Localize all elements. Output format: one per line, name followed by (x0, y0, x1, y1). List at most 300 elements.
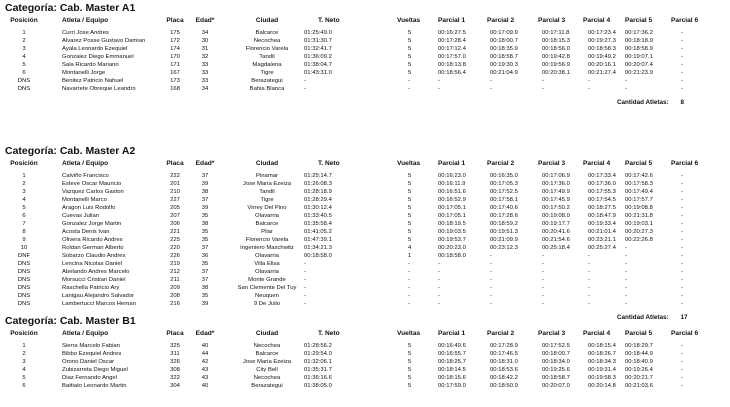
cell-split-6: - (681, 221, 683, 227)
cell-city: Berazategui (251, 383, 283, 389)
cell-city: Tandil (259, 189, 275, 195)
header-split-5: Parcial 5 (625, 330, 653, 337)
table-row (0, 69, 730, 77)
cell-city: Tigre (260, 70, 274, 76)
cell-age: 33 (201, 70, 209, 76)
cell-split-6: - (681, 78, 683, 84)
cell-split-3: 00:20:41.6 (542, 229, 570, 235)
cell-athlete: Curri Jose Andres (62, 30, 109, 36)
cell-split-6: - (681, 229, 683, 235)
table-row (0, 358, 730, 366)
cell-position: DNS (17, 277, 31, 283)
cell-city: Virrey Del Pino (247, 205, 287, 211)
cell-split-4: - (588, 86, 590, 92)
cell-city: Florencio Varela (245, 237, 289, 243)
cell-city: Florencio Varela (245, 46, 289, 52)
cell-split-1: 00:16:27.5 (438, 30, 466, 36)
cell-athlete: Acosta Denis Ivan (62, 229, 110, 235)
cell-laps: - (408, 293, 410, 299)
cell-split-6: - (681, 253, 683, 259)
cell-plate: 201 (170, 181, 180, 187)
header-split-1: Parcial 1 (438, 160, 466, 167)
cell-athlete: Gonzalez Diego Emmanuel (62, 54, 134, 60)
cell-split-3: - (542, 86, 544, 92)
cell-split-2: 00:17:52.5 (490, 189, 518, 195)
table-row (0, 382, 730, 390)
cell-split-4: 00:19:58.3 (588, 375, 616, 381)
cell-split-6: - (681, 269, 683, 275)
cell-net-time: - (304, 285, 306, 291)
cell-athlete: Navarrete Obreque Leandro (62, 86, 136, 92)
header-split-2: Parcial 2 (487, 17, 515, 24)
cell-plate: 211 (170, 277, 180, 283)
cell-split-2: - (490, 78, 492, 84)
cell-city: San Clemente Del Tuy (237, 285, 297, 291)
cell-net-time: 00:18:58.0 (304, 253, 332, 259)
cell-net-time: - (304, 78, 306, 84)
cell-split-1: 00:16:55.7 (438, 351, 466, 357)
cell-split-4: 00:18:15.4 (588, 343, 616, 349)
cell-split-2: 00:16:35.0 (490, 173, 518, 179)
athlete-count-value: 17 (680, 314, 688, 321)
table-row (0, 236, 730, 244)
cell-split-2: 00:18:31.0 (490, 359, 518, 365)
header-plate: Placa (166, 330, 184, 337)
cell-split-6: - (681, 261, 683, 267)
cell-age: 34 (201, 86, 209, 92)
cell-split-4: 00:17:33.4 (588, 173, 616, 179)
cell-split-3: 00:17:11.8 (542, 30, 570, 36)
cell-athlete: Esteve Oscar Mauricio (62, 181, 122, 187)
header-net-time: T. Neto (318, 17, 340, 24)
cell-split-5: 00:19:26.4 (625, 367, 653, 373)
cell-split-1: 00:17:57.0 (438, 54, 466, 60)
cell-age: 38 (201, 285, 209, 291)
athlete-count-summary (617, 314, 688, 321)
header-split-3: Parcial 3 (538, 160, 566, 167)
cell-split-5: 00:17:57.7 (625, 197, 653, 203)
cell-position: 4 (22, 54, 26, 60)
cell-net-time: - (304, 277, 306, 283)
cell-net-time: - (304, 293, 306, 299)
table-row (0, 260, 730, 268)
cell-city: Tigre (260, 197, 274, 203)
cell-split-3: 00:19:08.0 (542, 213, 570, 219)
cell-net-time: 01:26:08.3 (304, 181, 332, 187)
cell-laps: 5 (408, 173, 412, 179)
cell-age: 37 (201, 173, 209, 179)
header-city: Ciudad (255, 330, 279, 337)
table-row (0, 212, 730, 220)
cell-plate: 220 (170, 245, 180, 251)
cell-age: 35 (201, 229, 209, 235)
table-row (0, 85, 730, 93)
cell-split-1: 00:16:52.9 (438, 197, 466, 203)
cell-split-5: - (625, 269, 627, 275)
cell-split-4: - (588, 253, 590, 259)
cell-age: 38 (201, 189, 209, 195)
table-row (0, 284, 730, 292)
table-row (0, 220, 730, 228)
cell-plate: 311 (170, 351, 180, 357)
header-city: Ciudad (255, 17, 279, 24)
header-age: Edad* (195, 330, 215, 337)
header-athlete: Atleta / Equipo (62, 160, 109, 167)
cell-split-6: - (681, 86, 683, 92)
cell-laps: - (408, 86, 410, 92)
cell-laps: 5 (408, 205, 412, 211)
cell-split-1: - (438, 78, 440, 84)
cell-split-2: 00:17:40.6 (490, 205, 518, 211)
cell-athlete: Morsucci Cristian Daniel (62, 277, 126, 283)
header-split-3: Parcial 3 (538, 330, 566, 337)
cell-split-4: - (588, 285, 590, 291)
cell-laps: 5 (408, 62, 412, 68)
cell-net-time: 01:38:04.7 (304, 62, 332, 68)
cell-laps: 5 (408, 30, 412, 36)
table-row (0, 45, 730, 53)
cell-split-1: - (438, 301, 440, 307)
cell-split-4: 00:19:49.2 (588, 54, 616, 60)
cell-athlete: Alvarez Posse Gustavo Damian (62, 38, 146, 44)
cell-split-3: 00:20:07.0 (542, 383, 570, 389)
cell-plate: 205 (170, 205, 180, 211)
cell-athlete: Montanelli Marco (62, 197, 107, 203)
cell-split-5: - (625, 277, 627, 283)
header-split-6: Parcial 6 (671, 330, 699, 337)
header-age: Edad* (195, 160, 215, 167)
cell-plate: 208 (170, 293, 180, 299)
cell-athlete: Diaz Fernando Angel (62, 375, 118, 381)
table-row (0, 29, 730, 37)
cell-split-6: - (681, 359, 683, 365)
cell-athlete: Vazquez Carlos Gaston (62, 189, 124, 195)
cell-laps: 5 (408, 221, 412, 227)
header-split-3: Parcial 3 (538, 17, 566, 24)
cell-net-time: 01:43:31.0 (304, 70, 332, 76)
cell-plate: 210 (170, 189, 180, 195)
cell-split-5: 00:18:44.9 (625, 351, 653, 357)
cell-split-1: - (438, 277, 440, 283)
cell-age: 39 (201, 181, 209, 187)
table-row (0, 188, 730, 196)
cell-plate: 206 (170, 221, 180, 227)
cell-split-1: 00:17:05.1 (438, 205, 466, 211)
header-split-4: Parcial 4 (583, 330, 611, 337)
cell-net-time: 01:33:40.5 (304, 213, 332, 219)
table-row (0, 37, 730, 45)
cell-laps: 5 (408, 189, 412, 195)
table-row (0, 300, 730, 308)
table-row (0, 292, 730, 300)
cell-split-2: - (490, 293, 492, 299)
header-split-1: Parcial 1 (438, 330, 466, 337)
cell-split-6: - (681, 46, 683, 52)
cell-laps: 5 (408, 383, 412, 389)
cell-laps: 5 (408, 38, 412, 44)
cell-net-time: 01:28:29.4 (304, 197, 332, 203)
cell-laps: 5 (408, 197, 412, 203)
cell-position: DNS (17, 78, 31, 84)
cell-city: Neuquen (255, 293, 279, 299)
cell-split-3: 00:19:17.7 (542, 221, 570, 227)
table-row (0, 53, 730, 61)
cell-age: 43 (201, 375, 209, 381)
category-title: Categoría: Cab. Master A1 (5, 2, 136, 14)
cell-position: 3 (22, 359, 26, 365)
cell-split-5: 00:18:18.9 (625, 38, 653, 44)
cell-split-1: - (438, 269, 440, 275)
table-row (0, 61, 730, 69)
cell-city: Villa Elisa (254, 261, 280, 267)
cell-split-6: - (681, 285, 683, 291)
header-net-time: T. Neto (318, 160, 340, 167)
cell-split-5: 00:17:36.2 (625, 30, 653, 36)
cell-laps: 5 (408, 54, 412, 60)
cell-city: Necochea (253, 38, 281, 44)
cell-split-2: - (490, 261, 492, 267)
cell-plate: 171 (170, 62, 180, 68)
cell-split-4: 00:18:58.3 (588, 46, 616, 52)
cell-net-time: 01:35:31.7 (304, 367, 332, 373)
cell-position: 5 (22, 62, 26, 68)
cell-laps: 5 (408, 351, 412, 357)
cell-laps: 5 (408, 343, 412, 349)
cell-city: Balcarce (255, 221, 279, 227)
cell-laps: 5 (408, 229, 412, 235)
cell-city: City Bell (256, 367, 278, 373)
cell-split-2: - (490, 277, 492, 283)
table-row (0, 252, 730, 260)
cell-split-2: 00:17:58.1 (490, 197, 518, 203)
cell-athlete: Olivera Ricardo Andres (62, 237, 123, 243)
header-plate: Placa (166, 160, 184, 167)
cell-split-3: - (542, 285, 544, 291)
cell-split-2: 00:18:00.7 (490, 38, 518, 44)
cell-split-6: - (681, 213, 683, 219)
cell-split-6: - (681, 38, 683, 44)
cell-split-3: 00:18:58.7 (542, 375, 570, 381)
cell-split-5: 00:21:31.8 (625, 213, 653, 219)
cell-age: 44 (201, 351, 209, 357)
cell-split-4: - (588, 269, 590, 275)
cell-plate: 173 (170, 78, 180, 84)
cell-split-6: - (681, 245, 683, 251)
cell-split-5: 00:18:29.7 (625, 343, 653, 349)
cell-split-1: 00:16:51.6 (438, 189, 466, 195)
cell-split-1: 00:18:25.7 (438, 359, 466, 365)
cell-split-2: 00:18:53.6 (490, 367, 518, 373)
header-position: Posición (10, 160, 38, 167)
athlete-count-summary (617, 99, 684, 106)
cell-age: 35 (201, 213, 209, 219)
header-position: Posición (10, 330, 38, 337)
cell-net-time: - (304, 86, 306, 92)
cell-athlete: Gonzalez Jorge Martin (62, 221, 122, 227)
cell-split-4: 00:18:27.5 (588, 205, 616, 211)
table-row (0, 276, 730, 284)
cell-split-3: 00:18:34.0 (542, 359, 570, 365)
cell-position: 2 (22, 351, 26, 357)
cell-net-time: - (304, 261, 306, 267)
cell-split-3: 00:19:56.9 (542, 62, 570, 68)
cell-laps: 5 (408, 181, 412, 187)
cell-athlete: Abelando Andres Marcelo (62, 269, 130, 275)
header-split-1: Parcial 1 (438, 17, 466, 24)
cell-split-1: 00:19:03.5 (438, 229, 466, 235)
cell-age: 37 (201, 277, 209, 283)
cell-position: DNS (17, 293, 31, 299)
cell-plate: 216 (170, 301, 180, 307)
cell-plate: 175 (170, 30, 180, 36)
cell-net-time: 01:25:49.0 (304, 30, 332, 36)
cell-city: Olavarria (255, 253, 279, 259)
cell-split-3: 00:20:38.1 (542, 70, 570, 76)
cell-split-4: - (588, 301, 590, 307)
cell-split-1: 00:18:58.0 (438, 253, 466, 259)
athlete-count-label: Cantidad Atletas: (617, 99, 669, 106)
cell-split-2: 00:17:28.9 (490, 343, 518, 349)
cell-split-3: 00:17:36.0 (542, 181, 570, 187)
header-position: Posición (10, 17, 38, 24)
cell-split-1: 00:18:19.5 (438, 221, 466, 227)
table-row (0, 366, 730, 374)
table-row (0, 77, 730, 85)
cell-city: Balcarce (255, 30, 279, 36)
cell-position: 2 (22, 38, 26, 44)
cell-split-2: 00:23:12.3 (490, 245, 518, 251)
cell-net-time: 01:28:18.9 (304, 189, 332, 195)
header-laps: Vueltas (397, 160, 421, 167)
cell-laps: 5 (408, 70, 412, 76)
cell-split-4: 00:21:27.4 (588, 70, 616, 76)
cell-split-4: 00:19:31.4 (588, 367, 616, 373)
cell-position: 6 (22, 213, 26, 219)
cell-split-4: - (588, 293, 590, 299)
cell-split-1: - (438, 285, 440, 291)
cell-split-3: 00:17:52.5 (542, 343, 570, 349)
cell-position: 9 (22, 237, 26, 243)
header-athlete: Atleta / Equipo (62, 17, 109, 24)
cell-split-3: - (542, 301, 544, 307)
cell-position: DNS (17, 301, 31, 307)
cell-split-2: 00:17:09.9 (490, 30, 518, 36)
cell-plate: 167 (170, 70, 180, 76)
cell-age: 35 (201, 237, 209, 243)
cell-laps: - (408, 301, 410, 307)
cell-position: 2 (22, 181, 26, 187)
cell-split-4: 00:20:16.1 (588, 62, 616, 68)
cell-split-4: - (588, 261, 590, 267)
cell-athlete: Battiato Leonardo Martin (62, 383, 127, 389)
cell-split-1: 00:17:28.4 (438, 38, 466, 44)
cell-split-4: - (588, 277, 590, 283)
cell-position: 4 (22, 367, 26, 373)
cell-age: 33 (201, 62, 209, 68)
cell-age: 31 (201, 46, 209, 52)
table-row (0, 350, 730, 358)
cell-position: 5 (22, 205, 26, 211)
cell-split-1: 00:16:23.0 (438, 173, 466, 179)
cell-split-6: - (681, 293, 683, 299)
cell-city: Balcarce (255, 351, 279, 357)
table-header (0, 330, 730, 338)
cell-net-time: 01:30:12.4 (304, 205, 332, 211)
cell-city: Monte Grande (248, 277, 286, 283)
cell-city: Pinamar (256, 173, 278, 179)
cell-age: 36 (201, 253, 209, 259)
cell-split-5: - (625, 245, 627, 251)
cell-split-5: 00:19:07.1 (625, 54, 653, 60)
cell-split-3: 00:18:56.0 (542, 46, 570, 52)
cell-net-time: 01:47:39.1 (304, 237, 332, 243)
cell-split-4: 00:17:54.5 (588, 197, 616, 203)
cell-split-3: 00:18:15.3 (542, 38, 570, 44)
cell-city: Berazategui (251, 78, 283, 84)
cell-split-2: 00:17:46.5 (490, 351, 518, 357)
cell-age: 39 (201, 205, 209, 211)
header-split-4: Parcial 4 (583, 160, 611, 167)
header-split-2: Parcial 2 (487, 330, 515, 337)
cell-split-4: 00:18:34.3 (588, 359, 616, 365)
cell-net-time: 01:36:09.2 (304, 54, 332, 60)
cell-split-6: - (681, 367, 683, 373)
cell-position: DNS (17, 261, 31, 267)
cell-split-6: - (681, 189, 683, 195)
cell-laps: 5 (408, 359, 412, 365)
cell-city: Ingeniero Maschwitz (240, 245, 294, 251)
cell-split-3: 00:19:42.8 (542, 54, 570, 60)
cell-position: 10 (20, 245, 28, 251)
cell-athlete: Zubizarreta Diego Miguel (62, 367, 128, 373)
cell-split-4: 00:25:27.4 (588, 245, 616, 251)
cell-position: DNS (17, 269, 31, 275)
cell-net-time: 01:38:05.0 (304, 383, 332, 389)
cell-athlete: Sierra Marcelo Fabian (62, 343, 120, 349)
cell-plate: 168 (170, 86, 180, 92)
cell-laps: 1 (408, 253, 412, 259)
cell-athlete: Sala Ricardo Mariano (62, 62, 119, 68)
cell-city: Olavarria (255, 213, 279, 219)
cell-position: 5 (22, 375, 26, 381)
cell-athlete: Montanelli Jorge (62, 70, 106, 76)
cell-split-4: 00:23:21.1 (588, 237, 616, 243)
cell-split-5: 00:21:03.6 (625, 383, 653, 389)
header-city: Ciudad (255, 160, 279, 167)
cell-plate: 225 (170, 237, 180, 243)
header-split-6: Parcial 6 (671, 17, 699, 24)
cell-split-4: 00:17:23.4 (588, 30, 616, 36)
cell-split-5: - (625, 301, 627, 307)
cell-laps: - (408, 285, 410, 291)
cell-city: Bahia Blanca (249, 86, 285, 92)
cell-split-2: 00:21:09.9 (490, 237, 518, 243)
cell-athlete: Roldan German Alberto (62, 245, 124, 251)
cell-age: 42 (201, 359, 209, 365)
cell-age: 35 (201, 261, 209, 267)
cell-laps: - (408, 277, 410, 283)
header-athlete: Atleta / Equipo (62, 330, 109, 337)
cell-split-1: - (438, 261, 440, 267)
table-header (0, 160, 730, 168)
cell-athlete: Bibbo Ezequiel Andres (62, 351, 122, 357)
cell-age: 37 (201, 245, 209, 251)
cell-split-5: 00:17:49.4 (625, 189, 653, 195)
header-laps: Vueltas (397, 330, 421, 337)
cell-net-time: - (304, 301, 306, 307)
header-age: Edad* (195, 17, 215, 24)
cell-split-3: 00:17:50.2 (542, 205, 570, 211)
